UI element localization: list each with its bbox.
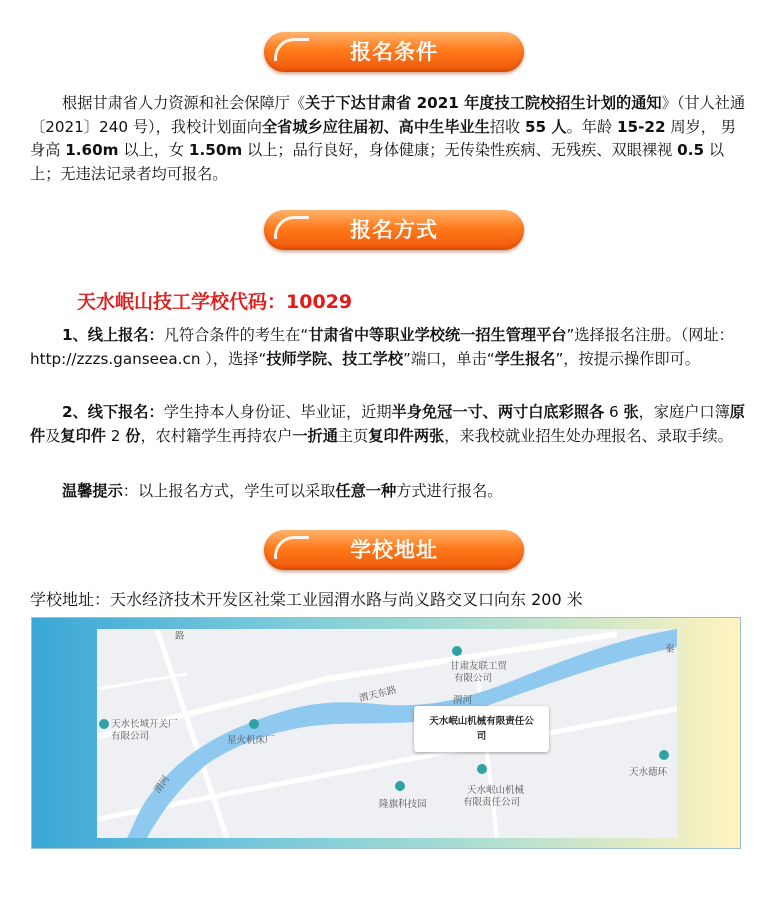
section-banner-methods — [264, 210, 524, 250]
map-frame — [31, 617, 741, 849]
text-span: ，农村籍学生再持农户 — [140, 426, 293, 445]
text-bold: 关于下达甘肃省 2021 年度技工院校招生计划的通知 — [305, 94, 662, 112]
map-label: 秦 — [665, 644, 675, 655]
section-banner-address — [264, 530, 524, 570]
map-label: 星火机床厂 — [227, 735, 275, 746]
text-bold: 任意一种 — [335, 482, 397, 500]
map-label: 天水德环 — [629, 767, 668, 778]
callout-line: 司 — [476, 731, 487, 742]
text-span: ”端口，单击“ — [403, 349, 495, 368]
text-span: 。年龄 — [566, 117, 617, 136]
text-bold: 份 — [125, 426, 141, 445]
map-label: 隆旗科技园 — [379, 799, 427, 810]
text-span: ”，按提示操作即可。 — [555, 349, 700, 368]
banner-title: 报名条件 — [350, 40, 438, 64]
map-label: 路 — [175, 631, 185, 642]
text-bold: 一折通 — [292, 426, 338, 445]
offline-registration — [30, 401, 750, 448]
map-label: 有限责任公司 — [463, 797, 521, 808]
warm-tip — [30, 480, 750, 504]
text-span: 及 — [45, 426, 61, 445]
text-span: 学生持本人身份证、毕业证，近期 — [163, 403, 392, 421]
text-bold: 原件 — [30, 403, 745, 445]
text-bold: 技师学院、技工学校 — [266, 349, 403, 368]
school-code: 天水岷山技工学校代码：10029 — [77, 291, 353, 313]
text-bold: 复印件两张 — [368, 426, 445, 445]
map-label: 有限公司 — [454, 673, 493, 684]
map-callout[interactable] — [414, 706, 549, 752]
map-label: 天水岷山机械 — [467, 785, 525, 796]
text-span: 主页 — [337, 426, 369, 445]
location-map[interactable] — [97, 629, 677, 838]
map-label: 甘肃友联工贸 — [450, 661, 508, 672]
text-bold: 复印件 — [60, 426, 106, 445]
map-label: 有限公司 — [111, 731, 150, 742]
banner-title: 报名方式 — [350, 218, 438, 242]
text-bold: 学生报名 — [494, 349, 556, 368]
map-label: 渭河 — [152, 773, 173, 796]
text-bold: 0.5 — [677, 141, 705, 159]
online-registration — [30, 324, 750, 371]
text-span: 根据甘肃省人力资源和社会保障厅《 — [62, 94, 305, 112]
map-label: 渭天东路 — [358, 684, 398, 705]
text-bold: 全省城乡应往届初、高中生毕业生 — [261, 117, 490, 136]
swoosh-decoration — [274, 536, 309, 559]
text-span: ”选择报名注册。（网址：http://zzzs.ganseea.cn ），选择“ — [30, 326, 734, 368]
requirements-paragraph — [30, 92, 750, 186]
text-span: 以上，女 — [118, 141, 189, 159]
text-bold: 1.50m — [188, 141, 243, 159]
school-address: 学校地址：天水经济技术开发区社棠工业园渭水路与尚义路交叉口向东 200 米 — [30, 590, 583, 609]
text-span: 方式进行报名。 — [396, 482, 503, 500]
section-banner-requirements — [264, 32, 524, 72]
text-bold: 甘肃省中等职业学校统一招生管理平台 — [308, 326, 567, 344]
callout-line: 天水岷山机械有限责任公 — [429, 716, 534, 727]
text-span: 2 — [105, 426, 126, 445]
text-span: 》（甘人社通〔2021〕240 号），我校计划面向 — [30, 94, 746, 136]
map-label: 天水长城开关厂 — [111, 719, 178, 730]
text-bold: 半身免冠一寸、两寸白底彩照各 — [391, 403, 605, 421]
text-span: 以上；无违法记录者均可报名。 — [30, 141, 725, 183]
text-span: 周岁， 男身高 — [30, 117, 736, 159]
online-lead: 1、线上报名： — [62, 326, 164, 344]
text-span: 以上；品行良好，身体健康；无传染性疾病、无残疾、双眼裸视 — [242, 141, 678, 159]
banner-title: 学校地址 — [350, 538, 438, 562]
text-span: ：以上报名方式，学生可以采取 — [122, 482, 336, 500]
map-label: 渭河 — [453, 695, 473, 706]
text-span: 招收 — [489, 117, 525, 136]
text-span: ，来我校就业招生处办理报名、录取手续。 — [444, 426, 733, 445]
text-span: ，家庭户口簿 — [638, 403, 730, 421]
tip-lead: 温馨提示 — [62, 482, 123, 500]
text-bold: 张 — [623, 403, 639, 421]
offline-lead: 2、线下报名： — [62, 403, 164, 421]
text-span: 凡符合条件的考生在“ — [163, 326, 309, 344]
text-span: 6 — [604, 403, 624, 421]
swoosh-decoration — [274, 38, 309, 61]
text-bold: 15-22 — [616, 117, 666, 136]
text-bold: 1.60m — [65, 141, 119, 159]
swoosh-decoration — [274, 216, 309, 239]
text-bold: 55 人 — [524, 117, 567, 136]
